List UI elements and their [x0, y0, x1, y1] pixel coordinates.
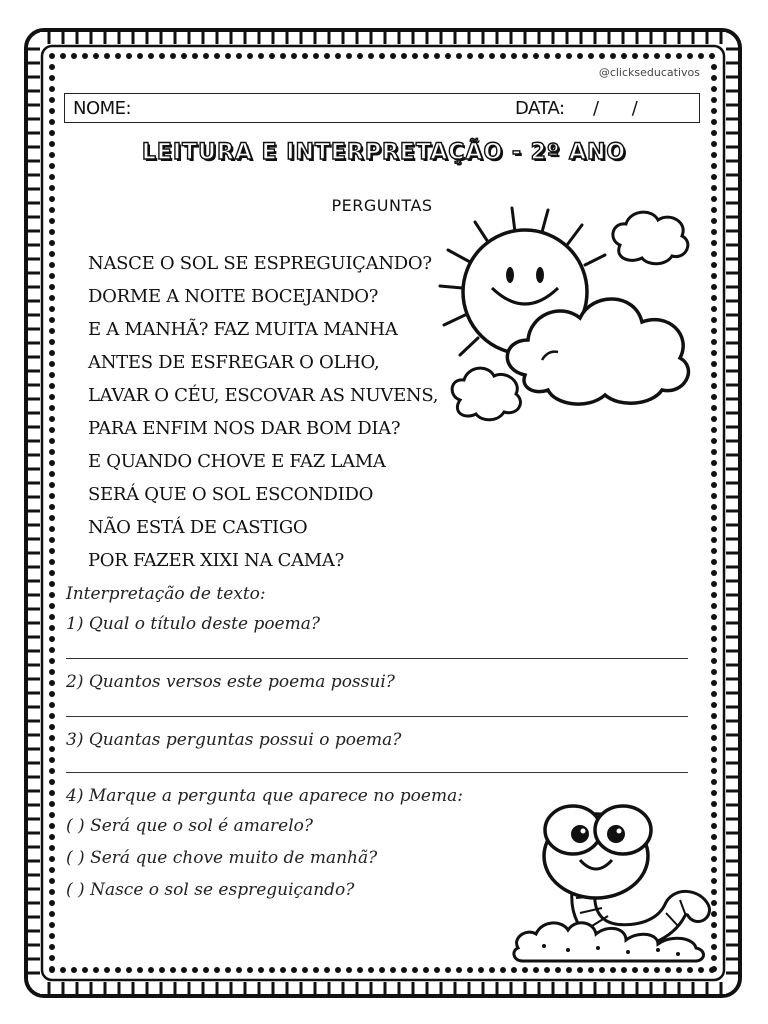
option-3[interactable]: ( ) Nasce o sol se espreguiçando? [66, 880, 355, 900]
poem-line: E QUANDO CHOVE E FAZ LAMA [88, 451, 386, 472]
poem-title: PERGUNTAS [331, 196, 433, 215]
smiling-sun-icon [430, 200, 700, 425]
option-1[interactable]: ( ) Será que o sol é amarelo? [66, 816, 314, 836]
poem-line: ANTES DE ESFREGAR O OLHO, [88, 352, 380, 373]
answer-line-1[interactable] [66, 658, 688, 659]
credit-watermark: @clickseducativos [598, 66, 700, 79]
date-label: DATA: [515, 98, 565, 119]
poem-line: E A MANHÃ? FAZ MUITA MANHA [88, 319, 398, 340]
question-3: 3) Quantas perguntas possui o poema? [66, 730, 402, 750]
option-2[interactable]: ( ) Será que chove muito de manhã? [66, 848, 378, 868]
answer-line-3[interactable] [66, 772, 688, 773]
interpretation-heading: Interpretação de texto: [66, 584, 266, 604]
name-label: NOME: [73, 98, 132, 119]
poem-line: SERÁ QUE O SOL ESCONDIDO [88, 484, 374, 505]
poem-line: POR FAZER XIXI NA CAMA? [88, 550, 344, 571]
poem-line: NÃO ESTÁ DE CASTIGO [88, 517, 308, 538]
page-title: LEITURA E INTERPRETAÇÃO - 2º ANO [141, 140, 627, 165]
smiling-worm-icon [508, 798, 713, 963]
poem-line: LAVAR O CÉU, ESCOVAR AS NUVENS, [88, 385, 439, 406]
poem-lines [88, 253, 438, 583]
date-slashes: / / [593, 98, 638, 119]
question-2: 2) Quantos versos este poema possui? [66, 672, 395, 692]
question-4: 4) Marque a pergunta que aparece no poema: [66, 786, 463, 806]
answer-line-2[interactable] [66, 716, 688, 717]
poem-line: NASCE O SOL SE ESPREGUIÇANDO? [88, 253, 432, 274]
poem-line: DORME A NOITE BOCEJANDO? [88, 286, 379, 307]
poem-line: PARA ENFIM NOS DAR BOM DIA? [88, 418, 401, 439]
name-date-box [64, 93, 700, 123]
question-1: 1) Qual o título deste poema? [66, 614, 320, 634]
